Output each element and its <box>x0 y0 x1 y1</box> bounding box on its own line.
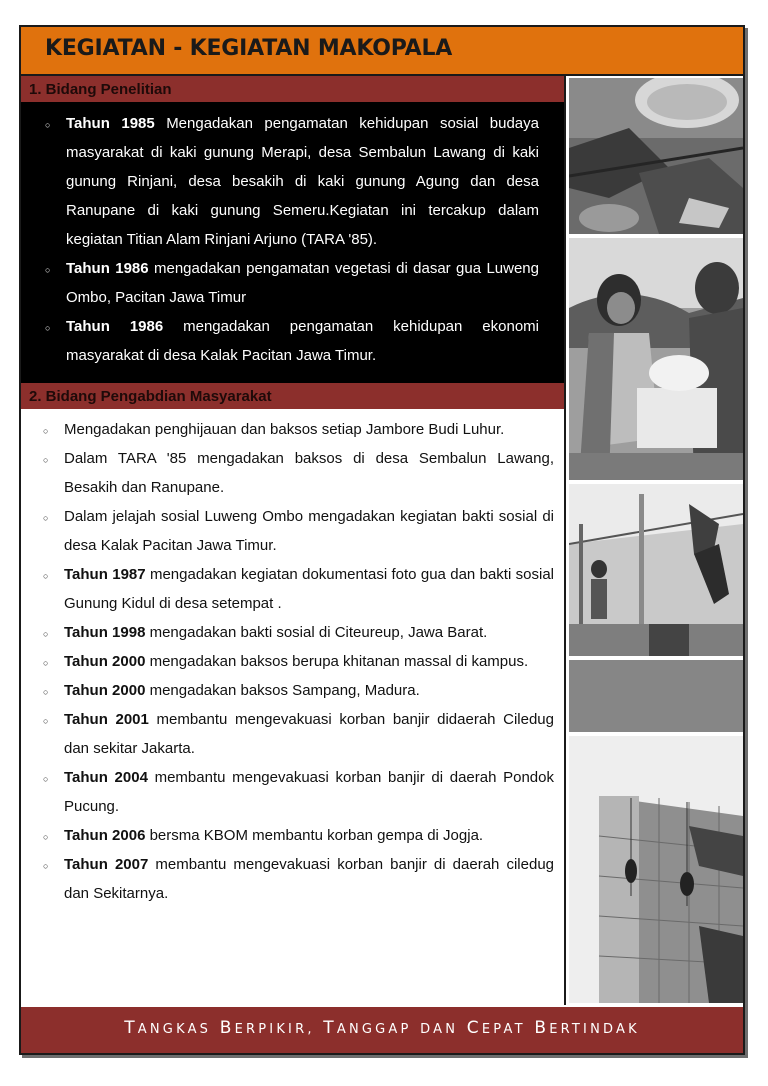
item-year: Tahun 2004 <box>64 769 148 786</box>
item-year: Tahun 1986 <box>66 260 149 277</box>
list-item <box>43 444 554 502</box>
item-text: mengadakan pengamatan kehidupan ekonomi masyarakat di desa Kalak Pacitan Jawa Timur. <box>66 318 539 364</box>
bullet-icon: ○ <box>45 323 51 333</box>
item-text: Mengadakan pengamatan kehidupan sosial budaya masyarakat di kaki gunung Merapi, desa Sembalun Lawang di kaki gunung Rinjani, desa besakih di kaki gunung Agung dan desa Ranupane di kaki gunung Semeru.Kegiatan ini tercakup dalam kegiatan Titian Alam Rinjani Arjuno (TARA '85). <box>66 115 539 248</box>
list-item <box>43 850 555 908</box>
list-item <box>43 705 554 763</box>
section-community-heading: 2. Bidang Pengabdian Masyarakat <box>21 382 564 409</box>
item-text: membantu mengevakuasi korban banjir di daerah ciledug dan Sekitarnya. <box>64 856 555 902</box>
page-frame <box>19 25 745 1055</box>
list-item <box>43 415 554 444</box>
list-item <box>43 618 554 647</box>
item-year: Tahun 2001 <box>64 711 149 728</box>
item-year: Tahun 1987 <box>64 566 146 583</box>
bullet-icon: ○ <box>43 455 49 465</box>
section-research-list <box>45 109 539 370</box>
photo-building-rappelling <box>569 736 743 1003</box>
photo-community-people <box>569 238 743 480</box>
photo-building-work <box>569 484 743 656</box>
bullet-icon: ○ <box>45 265 51 275</box>
item-text: Mengadakan penghijauan dan baksos setiap Jambore Budi Luhur. <box>64 421 505 438</box>
item-text: Dalam TARA '85 mengadakan baksos di desa Sembalun Lawang, Besakih dan Ranupane. <box>64 450 554 496</box>
bullet-icon: ○ <box>43 774 49 784</box>
photo-gray-placeholder <box>569 660 743 732</box>
item-text: mengadakan kegiatan dokumentasi foto gua dan bakti sosial Gunung Kidul di desa setempat . <box>64 566 554 612</box>
section-community-list <box>43 415 555 908</box>
bullet-icon: ○ <box>43 571 49 581</box>
bullet-icon: ○ <box>43 832 49 842</box>
item-text: mengadakan pengamatan vegetasi di dasar gua Luweng Ombo, Pacitan Jawa Timur <box>66 260 539 306</box>
bullet-icon: ○ <box>43 513 49 523</box>
item-year: Tahun 1986 <box>66 318 164 335</box>
bullet-icon: ○ <box>43 687 49 697</box>
list-item <box>45 109 539 254</box>
item-year: Tahun 2000 <box>64 653 146 670</box>
section-community-service <box>21 382 564 902</box>
bullet-icon: ○ <box>45 120 51 130</box>
item-year: Tahun 2000 <box>64 682 146 699</box>
item-text: membantu mengevakuasi korban banjir didaerah Ciledug dan sekitar Jakarta. <box>64 711 554 757</box>
item-year: Tahun 1998 <box>64 624 146 641</box>
item-text: bersma KBOM membantu korban gempa di Jogja. <box>145 827 484 844</box>
list-item <box>43 560 554 618</box>
item-year: Tahun 1985 <box>66 115 155 132</box>
list-item <box>43 821 554 850</box>
section-research-heading: 1. Bidang Penelitian <box>21 76 564 103</box>
list-item <box>43 676 554 705</box>
footer-slogan: TANGKAS BERPIKIR, TANGGAP DAN CEPAT BERTINDAK <box>124 1018 640 1038</box>
item-year: Tahun 2006 <box>64 827 146 844</box>
item-year: Tahun 2007 <box>64 856 149 873</box>
bullet-icon: ○ <box>43 629 49 639</box>
list-item <box>43 763 554 821</box>
page-title: KEGIATAN - KEGIATAN MAKOPALA <box>45 36 453 61</box>
bullet-icon: ○ <box>43 426 49 436</box>
photo-column <box>564 76 743 1005</box>
bullet-icon: ○ <box>43 716 49 726</box>
item-text: membantu mengevakuasi korban banjir di daerah Pondok Pucung. <box>64 769 554 815</box>
list-item <box>45 254 539 312</box>
footer-bar <box>21 1007 743 1053</box>
item-text: Dalam jelajah sosial Luweng Ombo mengadakan kegiatan bakti sosial di desa Kalak Pacitan Jawa Timur. <box>64 508 554 554</box>
bullet-icon: ○ <box>43 861 49 871</box>
item-text: mengadakan baksos Sampang, Madura. <box>145 682 420 699</box>
photo-climber-helmet <box>569 78 743 234</box>
title-bar <box>21 27 743 76</box>
item-text: mengadakan baksos berupa khitanan massal di kampus. <box>145 653 529 670</box>
list-item <box>43 647 554 676</box>
list-item <box>45 312 539 370</box>
list-item <box>43 502 554 560</box>
bullet-icon: ○ <box>43 658 49 668</box>
section-research <box>21 76 564 382</box>
item-text: mengadakan bakti sosial di Citeureup, Jawa Barat. <box>145 624 488 641</box>
